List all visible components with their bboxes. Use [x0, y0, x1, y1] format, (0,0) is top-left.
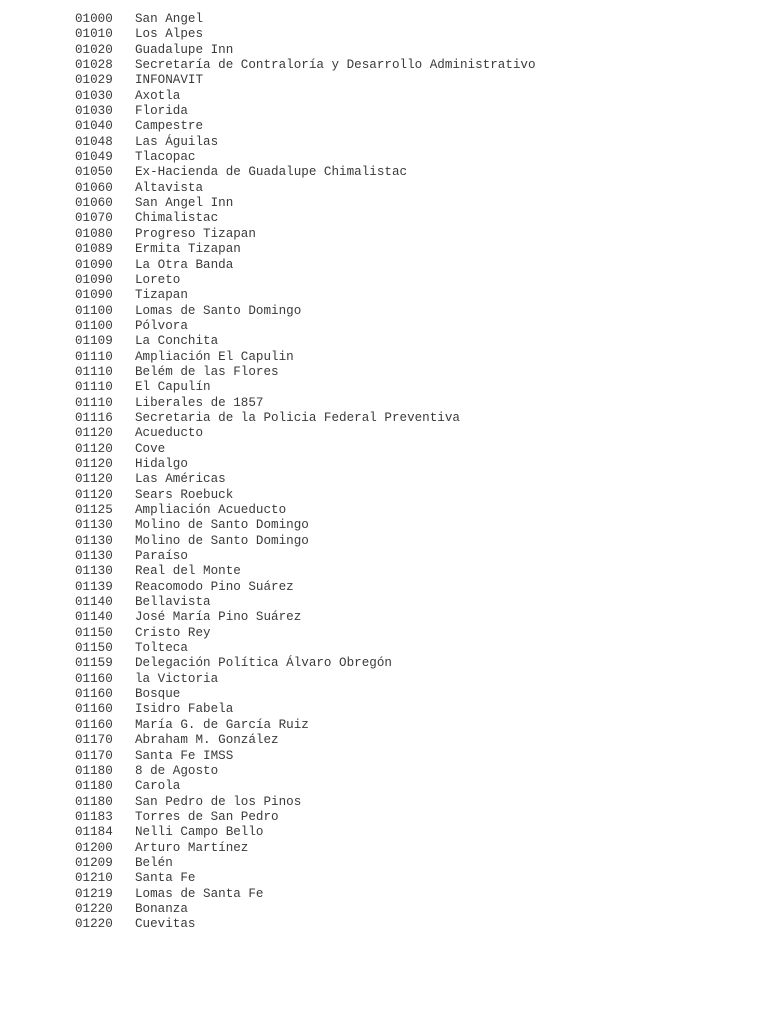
list-item: [75, 165, 536, 180]
postal-code: 01070: [75, 211, 113, 226]
postal-code: 01159: [75, 656, 113, 671]
postal-code: 01050: [75, 165, 113, 180]
list-item: [75, 549, 536, 564]
postal-code: 01100: [75, 303, 113, 318]
postal-code: 01060: [75, 180, 113, 195]
list-item: [75, 595, 536, 610]
list-item: [75, 43, 536, 58]
postal-code: 01040: [75, 119, 113, 134]
list-item: [75, 258, 536, 273]
colonia-name: Acueducto: [135, 426, 204, 441]
postal-code: 01170: [75, 748, 113, 763]
postal-code: 01210: [75, 871, 113, 886]
postal-code: 01130: [75, 533, 113, 548]
list-item: [75, 656, 536, 671]
list-item: [75, 73, 536, 88]
postal-code: 01110: [75, 364, 113, 379]
colonia-name: Florida: [135, 104, 188, 119]
colonia-name: Molino de Santo Domingo: [135, 518, 309, 533]
postal-code: 01109: [75, 334, 113, 349]
colonia-name: Secretaria de la Policia Federal Preventiva: [135, 410, 460, 425]
list-item: [75, 196, 536, 211]
postal-code: 01028: [75, 58, 113, 73]
postal-code: 01150: [75, 641, 113, 656]
colonia-name: Carola: [135, 779, 181, 794]
list-item: [75, 871, 536, 886]
colonia-name: San Angel: [135, 12, 204, 26]
colonia-name: Santa Fe: [135, 871, 196, 886]
postal-code: 01160: [75, 702, 113, 717]
colonia-name: Axotla: [135, 88, 181, 103]
list-item: [75, 457, 536, 472]
postal-code: 01140: [75, 595, 113, 610]
list-item: [75, 288, 536, 303]
list-item: [75, 211, 536, 226]
list-item: [75, 27, 536, 42]
postal-code: 01049: [75, 150, 113, 165]
list-item: [75, 135, 536, 150]
colonia-name: Las Águilas: [135, 134, 219, 149]
colonia-name: Paraíso: [135, 549, 188, 564]
colonia-name: José María Pino Suárez: [135, 610, 302, 625]
colonia-name: Las Américas: [135, 472, 226, 487]
postal-code: 01080: [75, 226, 113, 241]
list-item: [75, 334, 536, 349]
postal-code: 01209: [75, 855, 113, 870]
postal-code: 01220: [75, 901, 113, 916]
postal-code: 01120: [75, 426, 113, 441]
postal-code: 01125: [75, 503, 113, 517]
postal-code: 01120: [75, 456, 113, 471]
list-item: [75, 518, 536, 533]
list-item: [75, 12, 536, 27]
list-item: [75, 89, 536, 104]
list-item: [75, 733, 536, 748]
colonia-name: Progreso Tizapan: [135, 226, 256, 241]
colonia-name: San Angel Inn: [135, 196, 234, 211]
postal-code: 01090: [75, 257, 113, 272]
postal-code: 01139: [75, 579, 113, 594]
colonia-name: Real del Monte: [135, 564, 241, 579]
postal-code: 01220: [75, 917, 113, 932]
postal-code: 01048: [75, 134, 113, 149]
postal-code: 01110: [75, 349, 113, 364]
colonia-name: Altavista: [135, 180, 204, 195]
list-item: [75, 641, 536, 656]
colonia-name: la Victoria: [135, 671, 219, 686]
list-item: [75, 702, 536, 717]
list-item: [75, 411, 536, 426]
postal-code: 01180: [75, 779, 113, 794]
list-item: [75, 350, 536, 365]
list-item: [75, 795, 536, 810]
postal-code: 01183: [75, 809, 113, 824]
list-item: [75, 856, 536, 871]
colonia-name: Molino de Santo Domingo: [135, 533, 309, 548]
list-item: [75, 902, 536, 917]
colonia-name: Belém de las Flores: [135, 364, 279, 379]
colonia-name: Ex-Hacienda de Guadalupe Chimalistac: [135, 165, 408, 180]
colonia-name: Ermita Tizapan: [135, 242, 241, 257]
list-item: [75, 564, 536, 579]
colonia-name: Isidro Fabela: [135, 702, 234, 717]
list-item: [75, 626, 536, 641]
colonia-name: Lomas de Santa Fe: [135, 886, 264, 901]
postal-code-list: [75, 12, 536, 933]
colonia-name: Torres de San Pedro: [135, 809, 279, 824]
list-item: [75, 580, 536, 595]
postal-code: 01130: [75, 518, 113, 533]
list-item: [75, 365, 536, 380]
list-item: [75, 917, 536, 932]
colonia-name: Bellavista: [135, 595, 211, 610]
colonia-name: Pólvora: [135, 318, 188, 333]
postal-code: 01060: [75, 196, 113, 211]
colonia-name: Cristo Rey: [135, 625, 211, 640]
colonia-name: Guadalupe Inn: [135, 42, 234, 57]
list-item: [75, 764, 536, 779]
postal-code: 01130: [75, 549, 113, 564]
postal-code: 01160: [75, 717, 113, 732]
list-item: [75, 472, 536, 487]
colonia-name: Liberales de 1857: [135, 395, 264, 410]
list-item: [75, 150, 536, 165]
list-item: [75, 503, 536, 518]
postal-code: 01160: [75, 687, 113, 702]
colonia-name: Los Alpes: [135, 27, 204, 42]
colonia-name: Arturo Martínez: [135, 840, 249, 855]
list-item: [75, 104, 536, 119]
colonia-name: Belén: [135, 855, 173, 870]
colonia-name: La Conchita: [135, 334, 219, 349]
colonia-name: Abraham M. González: [135, 733, 279, 748]
list-item: [75, 304, 536, 319]
list-item: [75, 610, 536, 625]
postal-code: 01089: [75, 242, 113, 257]
postal-code: 01110: [75, 395, 113, 410]
postal-code: 01150: [75, 625, 113, 640]
postal-code: 01030: [75, 88, 113, 103]
postal-code: 01120: [75, 472, 113, 487]
list-item: [75, 779, 536, 794]
postal-code: 01140: [75, 610, 113, 625]
colonia-name: Bonanza: [135, 901, 188, 916]
list-item: [75, 810, 536, 825]
colonia-name: Secretaría de Contraloría y Desarrollo Administrativo: [135, 58, 536, 73]
postal-code: 01000: [75, 12, 113, 26]
postal-code: 01090: [75, 288, 113, 303]
postal-code: 01160: [75, 671, 113, 686]
colonia-name: Campestre: [135, 119, 204, 134]
list-item: [75, 825, 536, 840]
list-item: [75, 442, 536, 457]
colonia-name: Chimalistac: [135, 211, 219, 226]
list-item: [75, 242, 536, 257]
postal-code: 01120: [75, 487, 113, 502]
postal-code: 01170: [75, 733, 113, 748]
colonia-name: Delegación Política Álvaro Obregón: [135, 656, 392, 671]
postal-code: 01180: [75, 794, 113, 809]
list-item: [75, 227, 536, 242]
list-item: [75, 887, 536, 902]
list-item: [75, 687, 536, 702]
list-item: [75, 119, 536, 134]
list-item: [75, 672, 536, 687]
colonia-name: Santa Fe IMSS: [135, 748, 234, 763]
colonia-name: Nelli Campo Bello: [135, 825, 264, 840]
postal-code: 01116: [75, 410, 113, 425]
colonia-name: Reacomodo Pino Suárez: [135, 579, 294, 594]
colonia-name: Sears Roebuck: [135, 487, 234, 502]
list-item: [75, 380, 536, 395]
postal-code: 01219: [75, 886, 113, 901]
postal-code: 01030: [75, 104, 113, 119]
list-item: [75, 426, 536, 441]
colonia-name: La Otra Banda: [135, 257, 234, 272]
colonia-name: El Capulín: [135, 380, 211, 395]
postal-code: 01020: [75, 42, 113, 57]
postal-code: 01100: [75, 318, 113, 333]
colonia-name: 8 de Agosto: [135, 763, 219, 778]
list-item: [75, 181, 536, 196]
postal-code: 01180: [75, 763, 113, 778]
colonia-name: Bosque: [135, 687, 181, 702]
colonia-name: Cove: [135, 441, 166, 456]
colonia-name: Tolteca: [135, 641, 188, 656]
list-item: [75, 273, 536, 288]
colonia-name: Lomas de Santo Domingo: [135, 303, 302, 318]
colonia-name: Cuevitas: [135, 917, 196, 932]
colonia-name: Ampliación El Capulin: [135, 349, 294, 364]
colonia-name: Tlacopac: [135, 150, 196, 165]
colonia-name: María G. de García Ruiz: [135, 717, 309, 732]
postal-code: 01110: [75, 380, 113, 395]
list-item: [75, 396, 536, 411]
colonia-name: Loreto: [135, 272, 181, 287]
postal-code: 01090: [75, 272, 113, 287]
postal-code: 01184: [75, 825, 113, 840]
colonia-name: INFONAVIT: [135, 73, 204, 88]
list-item: [75, 841, 536, 856]
list-item: [75, 488, 536, 503]
colonia-name: Tizapan: [135, 288, 188, 303]
colonia-name: San Pedro de los Pinos: [135, 794, 302, 809]
postal-code: 01200: [75, 840, 113, 855]
postal-code: 01130: [75, 564, 113, 579]
postal-code: 01029: [75, 73, 113, 88]
list-item: [75, 718, 536, 733]
postal-code: 01120: [75, 441, 113, 456]
list-item: [75, 319, 536, 334]
list-item: [75, 534, 536, 549]
list-item: [75, 58, 536, 73]
list-item: [75, 749, 536, 764]
postal-code: 01010: [75, 27, 113, 42]
colonia-name: Ampliación Acueducto: [135, 503, 287, 517]
colonia-name: Hidalgo: [135, 456, 188, 471]
